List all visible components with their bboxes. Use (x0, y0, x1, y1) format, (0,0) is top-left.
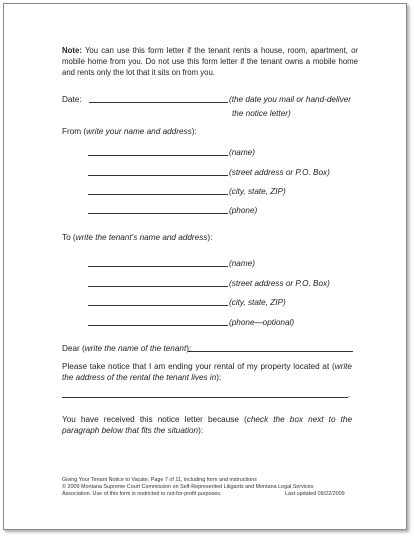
from-city-hint: (city, state, ZIP) (229, 187, 286, 196)
from-phone-hint: (phone) (229, 206, 258, 215)
date-hint-1: (the date you mail or hand-deliver (229, 95, 351, 104)
reason-paragraph: You have received this notice letter because (check the box next to the paragraph below that fits the situation): (62, 415, 352, 435)
to-city-hint: (city, state, ZIP) (229, 298, 286, 307)
address-line-period: . (348, 390, 351, 399)
dear-line[interactable] (188, 343, 353, 352)
note-label: Note: (62, 46, 82, 55)
to-phone-hint: (phone—optional) (229, 318, 295, 327)
to-name-line[interactable] (88, 258, 228, 267)
date-hint-2: the notice letter) (232, 109, 291, 118)
from-name-hint: (name) (229, 148, 255, 157)
to-street-hint: (street address or P.O. Box) (229, 279, 330, 288)
from-name-line[interactable] (88, 147, 228, 156)
date-label: Date: (62, 95, 82, 104)
note-paragraph (62, 46, 358, 78)
to-phone-line[interactable] (88, 317, 228, 326)
note-text: You can use this form letter if the tenant rents a house, room, apartment, or mobile home from you. Do not use this form letter if the tenant owns a mobile home and rents only the lot that it sits on from you. (62, 46, 358, 77)
from-phone-line[interactable] (88, 205, 228, 214)
to-heading: To (write the tenant's name and address): (62, 233, 213, 242)
from-street-line[interactable] (88, 167, 228, 176)
from-heading: From (write your name and address): (62, 127, 197, 136)
to-city-line[interactable] (88, 297, 228, 306)
from-city-line[interactable] (88, 186, 228, 195)
dear-label: Dear (write the name of the tenant): (62, 344, 192, 353)
footer-line-3: Association. Use of this form is restricted to not-for-profit purposes. (62, 491, 222, 497)
footer-updated: Last updated 09/22/2009 (285, 491, 345, 497)
address-line[interactable] (62, 389, 351, 399)
footer-line-1: Giving Your Tenant Notice to Vacate, Page 7 of 11, including form and instructions (62, 477, 257, 483)
notice-paragraph: Please take notice that I am ending your rental of my property located at (write the address of the rental the tenant lives in): (62, 362, 352, 382)
to-name-hint: (name) (229, 259, 255, 268)
from-street-hint: (street address or P.O. Box) (229, 168, 330, 177)
footer-line-2: © 2009 Montana Supreme Court Commission on Self-Represented Litigants and Montana Legal Services (62, 484, 314, 490)
date-line[interactable] (89, 94, 228, 103)
to-street-line[interactable] (88, 278, 228, 287)
date-row (62, 94, 82, 105)
